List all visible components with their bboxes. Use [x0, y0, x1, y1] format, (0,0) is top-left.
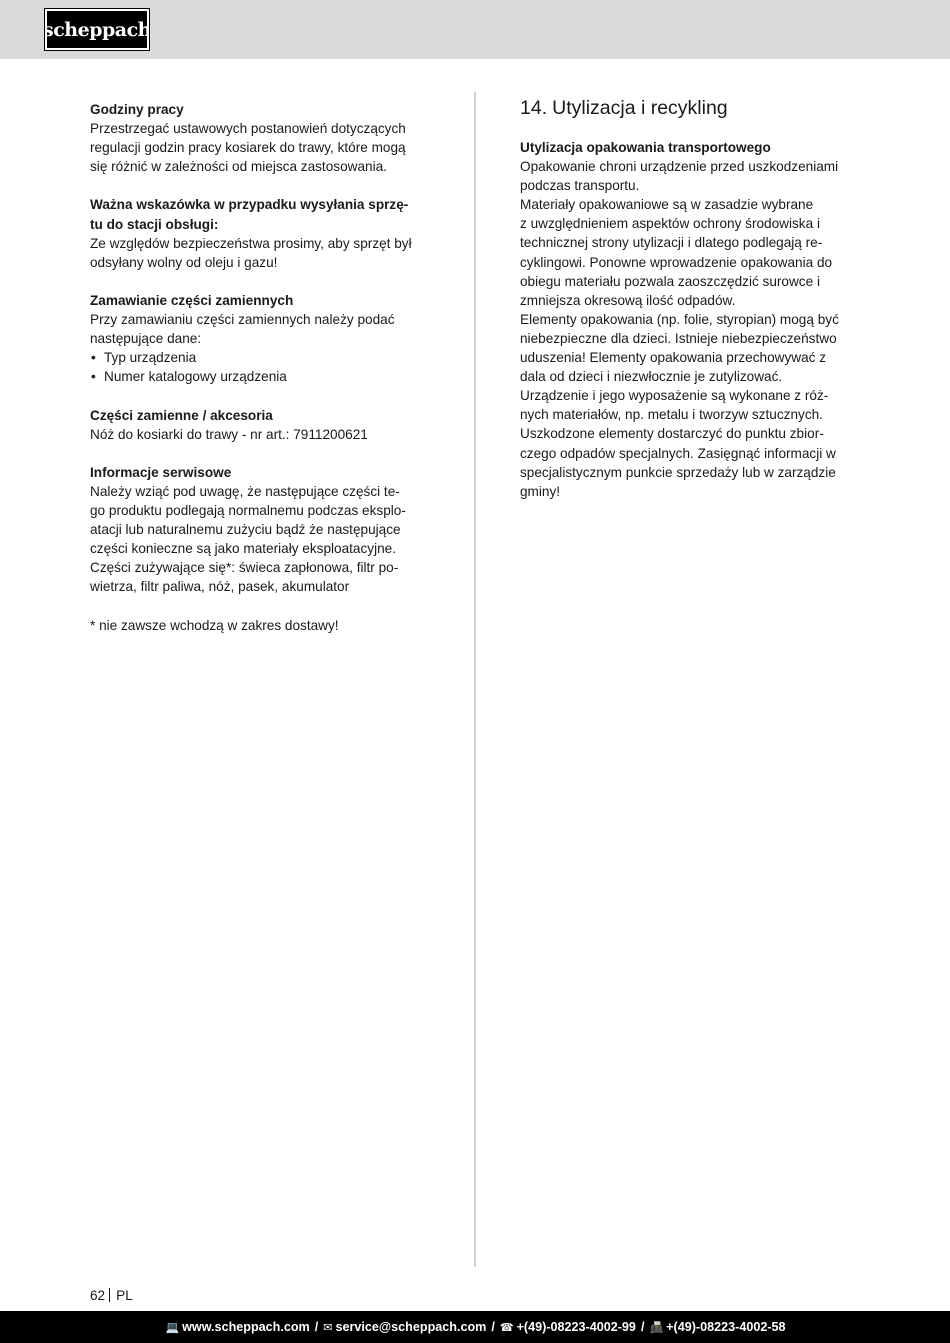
text-line: obiegu materiału pozwala zaoszczędzić surowce i: [520, 273, 820, 289]
text-line: następujące dane:: [90, 331, 202, 347]
section-spare-parts-accessories: [90, 406, 430, 444]
text-line: cyklingowi. Ponowne wprowadzenie opakowania do: [520, 254, 833, 270]
section-heading: Części zamienne / akcesoria: [90, 407, 273, 423]
section-spare-parts-ordering: [90, 291, 430, 386]
text-line: go produktu podlegają normalnemu podczas eksplo-: [90, 502, 406, 518]
text-line: Opakowanie chroni urządzenie przed uszkodzeniami: [520, 159, 839, 175]
section-working-hours: [90, 100, 430, 176]
footer-website[interactable]: www.scheppach.com: [182, 1320, 310, 1334]
right-body: [520, 157, 860, 501]
text-line: atacji lub naturalnemu zużyciu bądź że następujące: [90, 522, 401, 538]
text-line: dala od dzieci i niezwłocznie je zutylizować.: [520, 369, 783, 385]
text-line: się różnić w zależności od miejsca zastosowania.: [90, 159, 387, 175]
column-divider: [474, 92, 476, 1267]
text-line: Ze względów bezpieczeństwa prosimy, aby sprzęt był: [90, 235, 412, 251]
footer-separator: /: [640, 1320, 645, 1334]
text-line: Uszkodzone elementy dostarczyć do punktu zbior-: [520, 426, 824, 442]
footer-email[interactable]: service@scheppach.com: [335, 1320, 487, 1334]
footer-bar: [0, 1311, 950, 1343]
section-heading: tu do stacji obsługi:: [90, 216, 219, 232]
text-line: regulacji godzin pracy kosiarek do trawy, które mogą: [90, 140, 406, 156]
footer-phone: +(49)-08223-4002-99: [516, 1320, 636, 1334]
page-number-value: 62: [90, 1288, 106, 1303]
phone-icon: ☎: [499, 1320, 514, 1334]
subheading: Utylizacja opakowania transportowego: [520, 140, 771, 155]
text-line: Przy zamawianiu części zamiennych należy podać: [90, 312, 395, 328]
email-icon: ✉: [323, 1320, 333, 1334]
logo-text: scheppach: [43, 18, 151, 41]
text-line: specjalistycznym punkcie sprzedaży lub w zarządzie: [520, 464, 836, 480]
section-title: [520, 95, 860, 121]
section-heading: Ważna wskazówka w przypadku wysyłania sprzę-: [90, 197, 409, 213]
section-number: 14.: [520, 97, 548, 119]
section-heading: Zamawianie części zamiennych: [90, 292, 294, 308]
footnote: * nie zawsze wchodzą w zakres dostawy!: [90, 617, 339, 633]
text-line: czego odpadów specjalnych. Zasięgnąć informacji w: [520, 445, 836, 461]
list-item: • Typ urządzenia: [90, 348, 430, 367]
page-number: [90, 1286, 133, 1305]
right-column: [520, 95, 860, 501]
left-column: [90, 100, 430, 635]
text-line: niebezpieczne dla dzieci. Istnieje niebezpieczeństwo: [520, 330, 837, 346]
list-item: • Numer katalogowy urządzenia: [90, 367, 430, 386]
text-line: Urządzenie i jego wyposażenie są wykonane z róż-: [520, 388, 829, 404]
computer-icon: 💻: [165, 1320, 180, 1334]
text-line: Nóż do kosiarki do trawy - nr art.: 7911200621: [90, 426, 368, 442]
footer-separator: /: [314, 1320, 319, 1334]
scheppach-logo: [45, 9, 149, 50]
text-line: wietrza, filtr paliwa, nóż, pasek, akumulator: [90, 579, 350, 595]
text-line: Materiały opakowaniowe są w zasadzie wybrane: [520, 197, 814, 213]
text-line: technicznej strony utylizacji i dlatego podlegają re-: [520, 235, 823, 251]
footer-fax: +(49)-08223-4002-58: [666, 1320, 786, 1334]
footer-separator: /: [491, 1320, 495, 1334]
section-title-text: Utylizacja i recykling: [552, 97, 728, 119]
section-heading: Informacje serwisowe: [90, 464, 232, 480]
text-line: Przestrzegać ustawowych postanowień dotyczących: [90, 121, 406, 137]
section-heading: Godziny pracy: [90, 102, 184, 117]
text-line: z uwzględnieniem aspektów ochrony środowiska i: [520, 216, 820, 232]
page-language: PL: [116, 1288, 133, 1303]
text-line: nych materiałów, np. metalu i tworzyw sztucznych.: [520, 407, 823, 423]
text-line: podczas transportu.: [520, 178, 640, 194]
fax-icon: 📠: [649, 1320, 664, 1334]
text-line: części konieczne są jako materiały eksploatacyjne.: [90, 541, 397, 557]
text-line: zmniejsza okresową ilość odpadów.: [520, 292, 736, 308]
text-line: odsyłany wolny od oleju i gazu!: [90, 254, 278, 270]
text-line: Należy wziąć pod uwagę, że następujące części te-: [90, 483, 400, 499]
text-line: Elementy opakowania (np. folie, styropian) mogą być: [520, 311, 839, 327]
section-service-information: [90, 463, 430, 597]
header-band: [0, 0, 950, 59]
text-line: uduszenia! Elementy opakowania przechowywać z: [520, 350, 827, 366]
text-line: Części zużywające się*: świeca zapłonowa, filtr po-: [90, 560, 399, 576]
section-shipping-notice: [90, 195, 430, 271]
text-line: gminy!: [520, 483, 561, 499]
